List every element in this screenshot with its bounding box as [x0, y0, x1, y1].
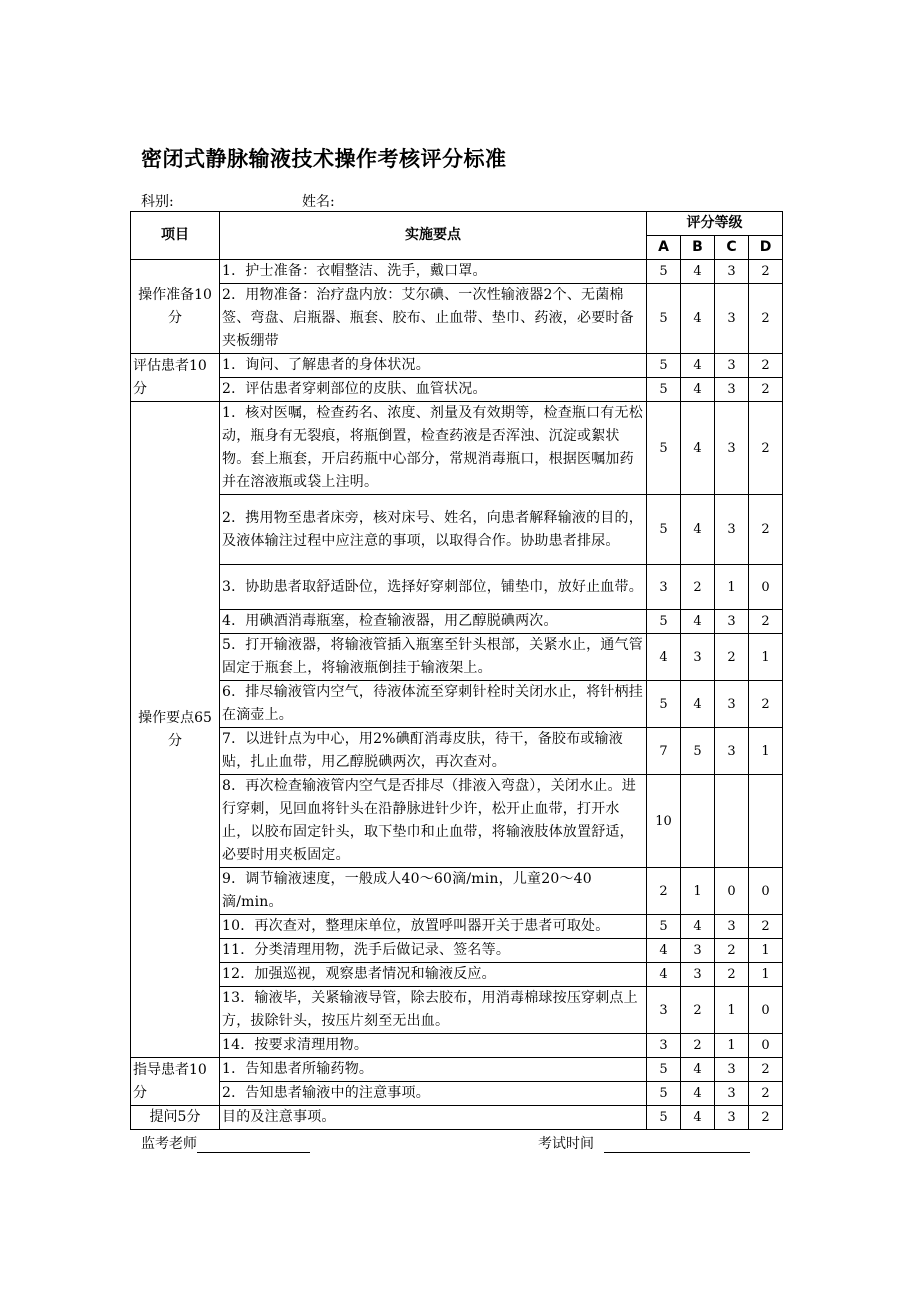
score-d: 2	[749, 681, 783, 728]
score-d: 2	[749, 284, 783, 354]
score-d: 2	[749, 915, 783, 939]
score-c: 3	[715, 260, 749, 284]
point-text: 1．护士准备：衣帽整洁、洗手，戴口罩。	[220, 260, 647, 284]
point-text: 1．询问、了解患者的身体状况。	[220, 354, 647, 378]
point-text: 2．携用物至患者床旁，核对床号、姓名，向患者解释输液的目的，及液体输注过程中应注意的事项，以取得合作。协助患者排尿。	[220, 495, 647, 565]
score-c: 3	[715, 354, 749, 378]
point-text: 4．用碘酒消毒瓶塞，检查输液器，用乙醇脱碘两次。	[220, 610, 647, 634]
score-b: 4	[681, 1058, 715, 1082]
table-row	[131, 963, 783, 987]
table-row	[131, 775, 783, 868]
point-text: 7．以进针点为中心，用2%碘酊消毒皮肤，待干，备胶布或输液贴，扎止血带，用乙醇脱碘两次，再次查对。	[220, 728, 647, 775]
point-text: 10．再次查对，整理床单位，放置呼叫器开关于患者可取处。	[220, 915, 647, 939]
table-row	[131, 495, 783, 565]
score-b: 3	[681, 634, 715, 681]
category-cell: 操作要点65分	[131, 402, 220, 1058]
category-cell: 指导患者10分	[131, 1058, 220, 1106]
header-grade-b: B	[681, 236, 715, 260]
table-row	[131, 1082, 783, 1106]
table-row	[131, 634, 783, 681]
table-row	[131, 378, 783, 402]
score-d: 2	[749, 495, 783, 565]
point-text: 12．加强巡视，观察患者情况和输液反应。	[220, 963, 647, 987]
score-c: 3	[715, 1058, 749, 1082]
point-text: 3．协助患者取舒适卧位，选择好穿刺部位，铺垫巾，放好止血带。	[220, 565, 647, 610]
category-cell: 操作准备10分	[131, 260, 220, 354]
score-b: 2	[681, 987, 715, 1034]
dept-label: 科别:	[141, 194, 174, 210]
score-d	[749, 775, 783, 868]
score-d: 0	[749, 565, 783, 610]
score-a: 5	[647, 354, 681, 378]
score-b: 4	[681, 610, 715, 634]
score-d: 0	[749, 1034, 783, 1058]
score-d: 0	[749, 987, 783, 1034]
proctor-signature-line[interactable]	[197, 1137, 310, 1153]
score-b: 4	[681, 681, 715, 728]
score-a: 5	[647, 1106, 681, 1130]
score-d: 2	[749, 1058, 783, 1082]
score-c: 0	[715, 868, 749, 915]
table-row	[131, 915, 783, 939]
score-a: 5	[647, 681, 681, 728]
exam-time-field	[538, 1133, 750, 1153]
name-label: 姓名:	[302, 194, 335, 210]
score-b: 5	[681, 728, 715, 775]
score-b: 4	[681, 284, 715, 354]
score-b: 4	[681, 1082, 715, 1106]
score-a: 3	[647, 1034, 681, 1058]
score-b: 4	[681, 402, 715, 495]
table-row	[131, 939, 783, 963]
score-a: 5	[647, 402, 681, 495]
score-a: 5	[647, 378, 681, 402]
header-grade-group: 评分等级	[647, 212, 783, 236]
score-c: 1	[715, 565, 749, 610]
score-c: 2	[715, 939, 749, 963]
point-text: 8．再次检查输液管内空气是否排尽（排液入弯盘），关闭水止。进行穿刺，见回血将针头在沿静脉进针少许，松开止血带，打开水止，以胶布固定针头，取下垫巾和止血带，将输液肢体放置舒适，必要时用夹板固定。	[220, 775, 647, 868]
point-text: 2．用物准备：治疗盘内放：艾尔碘、一次性输液器2个、无菌棉签、弯盘、启瓶器、瓶套、胶布、止血带、垫巾、药液，必要时备夹板绷带	[220, 284, 647, 354]
score-c: 3	[715, 728, 749, 775]
table-row	[131, 402, 783, 495]
score-b: 3	[681, 963, 715, 987]
point-text: 2．告知患者输液中的注意事项。	[220, 1082, 647, 1106]
score-a: 4	[647, 963, 681, 987]
header-grade-d: D	[749, 236, 783, 260]
header-grade-c: C	[715, 236, 749, 260]
score-c: 3	[715, 378, 749, 402]
point-text: 14．按要求清理用物。	[220, 1034, 647, 1058]
score-b: 4	[681, 495, 715, 565]
score-b: 4	[681, 1106, 715, 1130]
header-grade-a: A	[647, 236, 681, 260]
table-row	[131, 681, 783, 728]
point-text: 11．分类清理用物，洗手后做记录、签名等。	[220, 939, 647, 963]
score-b: 1	[681, 868, 715, 915]
table-row	[131, 1034, 783, 1058]
score-b: 4	[681, 378, 715, 402]
score-c: 3	[715, 402, 749, 495]
score-d: 1	[749, 634, 783, 681]
score-c: 3	[715, 284, 749, 354]
table-row	[131, 987, 783, 1034]
point-text: 5．打开输液器，将输液管插入瓶塞至针头根部，关紧水止，通气管固定于瓶套上，将输液瓶倒挂于输液架上。	[220, 634, 647, 681]
score-d: 1	[749, 963, 783, 987]
score-c: 3	[715, 1106, 749, 1130]
score-d: 2	[749, 402, 783, 495]
score-b: 4	[681, 915, 715, 939]
category-cell: 提问5分	[131, 1106, 220, 1130]
score-a: 5	[647, 260, 681, 284]
score-c: 3	[715, 681, 749, 728]
score-d: 1	[749, 939, 783, 963]
table-row	[131, 354, 783, 378]
score-c: 3	[715, 1082, 749, 1106]
score-a: 2	[647, 868, 681, 915]
score-b: 4	[681, 354, 715, 378]
score-c: 3	[715, 915, 749, 939]
category-cell: 评估患者10分	[131, 354, 220, 402]
score-d: 2	[749, 354, 783, 378]
table-row	[131, 1106, 783, 1130]
table-row	[131, 565, 783, 610]
score-c: 1	[715, 1034, 749, 1058]
point-text: 目的及注意事项。	[220, 1106, 647, 1130]
score-b: 3	[681, 939, 715, 963]
score-d: 2	[749, 378, 783, 402]
score-d: 0	[749, 868, 783, 915]
point-text: 1．核对医嘱，检查药名、浓度、剂量及有效期等，检查瓶口有无松动，瓶身有无裂痕，将瓶倒置，检查药液是否浑浊、沉淀或絮状物。套上瓶套，开启药瓶中心部分，常规消毒瓶口，根据医嘱加药并在溶液瓶或袋上注明。	[220, 402, 647, 495]
table-row	[131, 728, 783, 775]
score-c: 2	[715, 963, 749, 987]
table-body	[131, 260, 783, 1130]
score-d: 2	[749, 260, 783, 284]
table-row	[131, 284, 783, 354]
score-a: 10	[647, 775, 681, 868]
score-d: 1	[749, 728, 783, 775]
exam-time-line[interactable]	[604, 1137, 750, 1153]
score-b	[681, 775, 715, 868]
score-d: 2	[749, 1082, 783, 1106]
table-row	[131, 260, 783, 284]
score-c: 1	[715, 987, 749, 1034]
score-c	[715, 775, 749, 868]
score-a: 3	[647, 987, 681, 1034]
table-row	[131, 610, 783, 634]
score-a: 7	[647, 728, 681, 775]
score-b: 2	[681, 565, 715, 610]
point-text: 9．调节输液速度，一般成人40～60滴/min，儿童20～40滴/min。	[220, 868, 647, 915]
score-a: 5	[647, 284, 681, 354]
score-b: 2	[681, 1034, 715, 1058]
exam-time-label: 考试时间	[538, 1136, 594, 1152]
score-a: 4	[647, 634, 681, 681]
score-a: 5	[647, 1058, 681, 1082]
table-row	[131, 1058, 783, 1082]
score-a: 4	[647, 939, 681, 963]
point-text: 1．告知患者所输药物。	[220, 1058, 647, 1082]
score-c: 3	[715, 610, 749, 634]
scoring-table	[130, 211, 783, 1130]
score-d: 2	[749, 610, 783, 634]
score-a: 5	[647, 1082, 681, 1106]
header-points: 实施要点	[220, 212, 647, 260]
page-title: 密闭式静脉输液技术操作考核评分标准	[141, 147, 507, 171]
score-a: 5	[647, 610, 681, 634]
table-row	[131, 868, 783, 915]
proctor-label: 监考老师	[141, 1136, 197, 1152]
point-text: 2．评估患者穿刺部位的皮肤、血管状况。	[220, 378, 647, 402]
header-item: 项目	[131, 212, 220, 260]
score-d: 2	[749, 1106, 783, 1130]
score-a: 3	[647, 565, 681, 610]
proctor-field	[141, 1133, 310, 1153]
score-b: 4	[681, 260, 715, 284]
score-a: 5	[647, 915, 681, 939]
point-text: 6．排尽输液管内空气，待液体流至穿刺针栓时关闭水止，将针柄挂在滴壶上。	[220, 681, 647, 728]
score-c: 3	[715, 495, 749, 565]
score-c: 2	[715, 634, 749, 681]
score-a: 5	[647, 495, 681, 565]
point-text: 13．输液毕，关紧输液导管，除去胶布，用消毒棉球按压穿刺点上方，拔除针头，按压片刻至无出血。	[220, 987, 647, 1034]
